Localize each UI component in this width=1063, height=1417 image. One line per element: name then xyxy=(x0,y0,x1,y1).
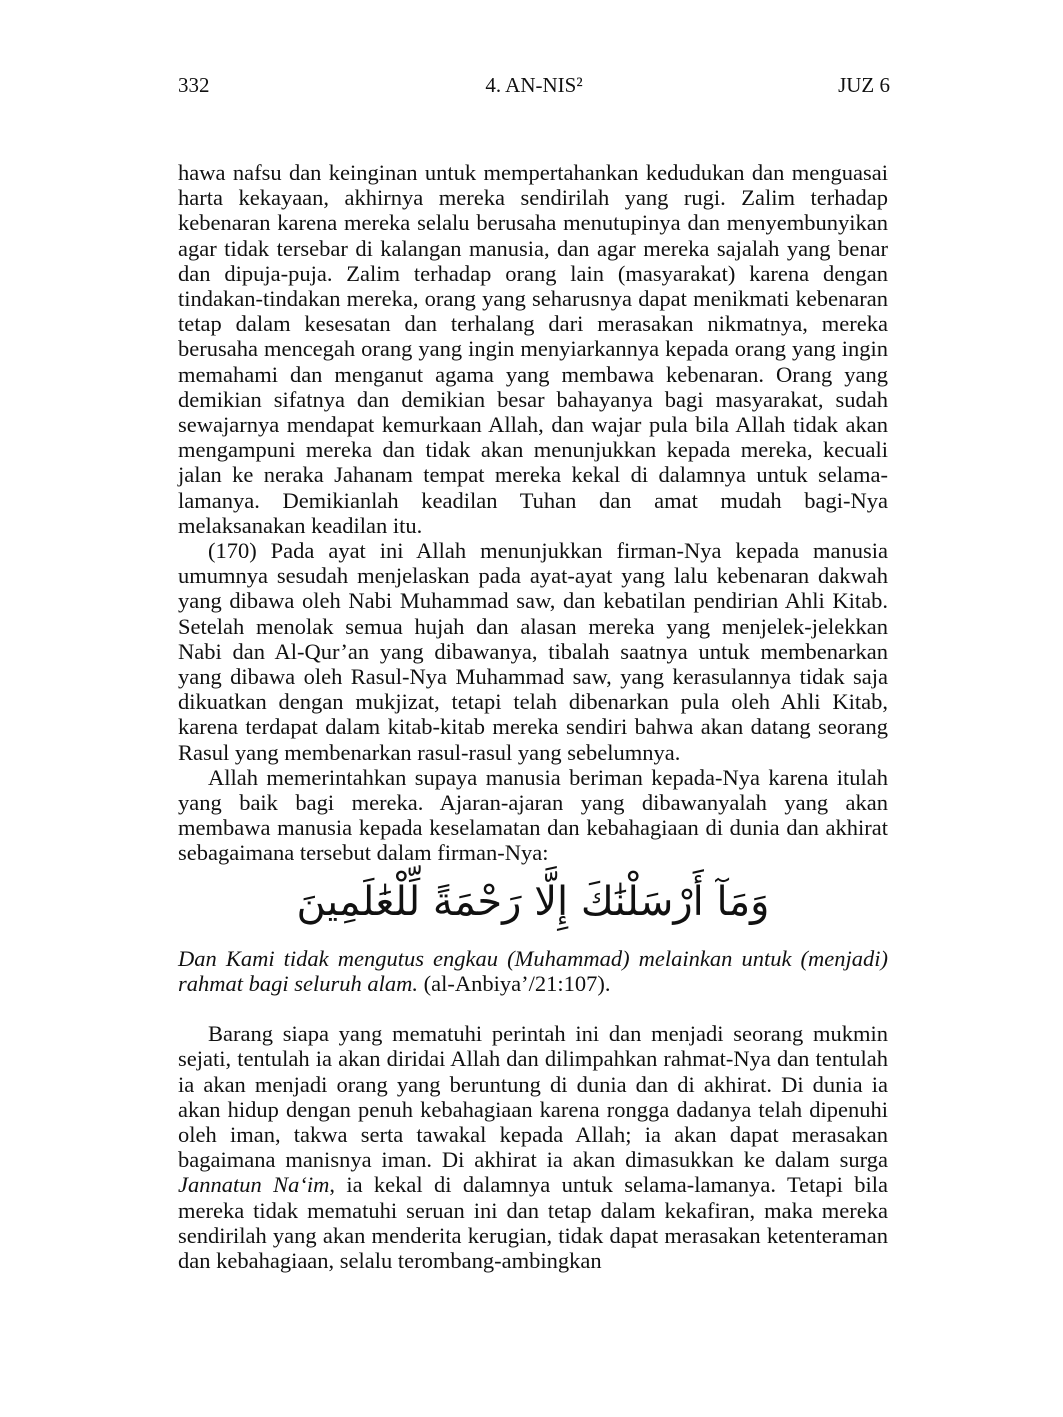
page-number: 332 xyxy=(178,73,210,97)
italic-term: Jannatun Na‘im xyxy=(178,1172,330,1198)
paragraph: hawa nafsu dan keinginan untuk mempertahankan kedudukan dan menguasai harta kekayaan, akhirnya mereka sendirilah yang rugi. Zalim terhadap kebenaran karena mereka selalu berusaha menutupinya dan menyembunyikan agar tidak tersebar di kalangan manusia, dan agar mereka sajalah yang benar dan dipuja-puja. Zalim terhadap orang lain (masyarakat) karena dengan tindakan-tindakan mereka, orang yang seharusnya dapat menikmati kebenaran tetap dalam kesesatan dan terhalang dari merasakan nikmatnya, mereka berusaha mencegah orang yang ingin menyiarkannya kepada orang yang ingin memahami dan menganut agama yang membawa kebenaran. Orang yang demikian sifatnya dan demikian besar bahayanya bagi masyarakat, sudah sewajarnya mendapat kemurkaan Allah, dan wajar pula bila Allah tidak akan mengampuni mereka dan tidak akan menunjukkan kepada mereka, kecuali jalan ke neraka Jahanam tempat mereka kekal di dalamnya untuk selama-lamanya. Demikianlah keadilan Tuhan dan amat mudah bagi-Nya melaksanakan keadilan itu. xyxy=(178,160,888,538)
translation-text: Dan Kami tidak mengutus engkau (Muhammad) melainkan untuk (menjadi) rahmat bagi seluruh alam. xyxy=(178,945,888,996)
surah-title: 4. AN-NIS² xyxy=(485,73,583,97)
paragraph-text: Barang siapa yang mematuhi perintah ini dan menjadi seorang mukmin sejati, tentulah ia akan diridai Allah dan dilimpahkan rahmat-Nya dan tentulah ia akan menjadi orang yang beruntung di dunia dan di akhirat. Di dunia ia akan hidup dengan penuh kebahagiaan karena rongga dadanya telah dipenuhi oleh iman, takwa serta tawakal kepada Allah; ia akan dapat merasakan bagaimana manisnya iman. Di akhirat ia akan dimasukkan ke dalam surga xyxy=(178,1021,888,1173)
arabic-verse: وَمَآ أَرْسَلْنَٰكَ إِلَّا رَحْمَةً لِّلْعَٰلَمِينَ xyxy=(296,878,770,925)
juz-label: JUZ 6 xyxy=(838,73,890,97)
page-header xyxy=(178,70,890,100)
paragraph: (170) Pada ayat ini Allah menunjukkan firman-Nya kepada manusia umumnya sesudah menjelaskan pada ayat-ayat yang lalu kebenaran dakwah yang dibawa oleh Nabi Muhammad saw, dan kebatilan pendirian Ahli Kitab. Setelah menolak semua hujah dan alasan mereka yang menjelek-jelekkan Nabi dan Al-Qur’an yang dibawanya, tibalah saatnya untuk membenarkan yang dibawa oleh Rasul-Nya Muhammad saw, yang kerasulannya tidak saja dikuatkan dengan mukjizat, tetapi telah dibenarkan pula oleh Ahli Kitab, karena terdapat dalam kitab-kitab mereka sendiri bahwa akan datang seorang Rasul yang membenarkan rasul-rasul yang sebelumnya. xyxy=(178,538,888,765)
verse-reference: (al-Anbiya’/21:107). xyxy=(423,970,611,996)
paragraph: Allah memerintahkan supaya manusia beriman kepada-Nya karena itulah yang baik bagi mereka. Ajaran-ajaran yang dibawanyalah yang akan membawa manusia kepada keselamatan dan kebahagiaan di dunia dan akhirat sebagaimana tersebut dalam firman-Nya: xyxy=(178,764,888,866)
paragraph-text: , ia kekal di dalamnya untuk selama-lamanya. Tetapi bila mereka tidak mematuhi seruan ini dan tetap dalam kekafiran, maka mereka sendirilah yang akan menderita kerugian, tidak dapat merasakan ketenteraman dan kebahagiaan, selalu terombang-ambingkan xyxy=(178,1172,888,1273)
paragraph xyxy=(178,1021,888,1273)
page-body xyxy=(178,160,888,1273)
verse-translation xyxy=(178,946,888,996)
